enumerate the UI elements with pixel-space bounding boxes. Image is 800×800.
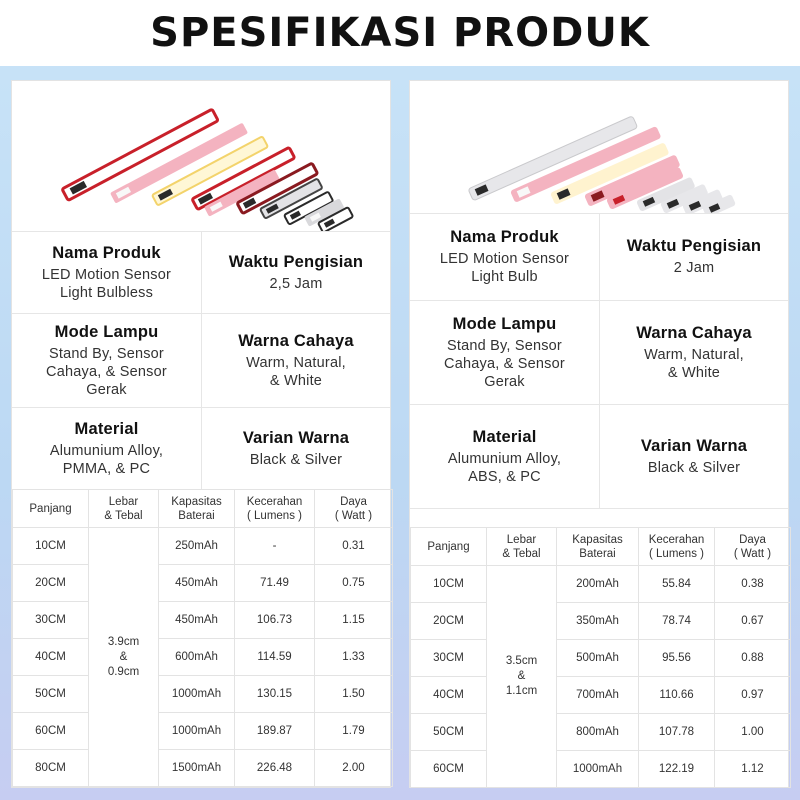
table-row <box>411 714 791 751</box>
cell-length: 50CM <box>411 714 487 751</box>
spec-lamp-mode <box>410 301 599 404</box>
spec-value: Stand By, Sensor Cahaya, & Sensor Gerak <box>46 345 167 398</box>
cell-brightness: 78.74 <box>639 603 715 640</box>
column-header-brightness: Kecerahan ( Lumens ) <box>235 490 315 528</box>
cell-brightness: 55.84 <box>639 566 715 603</box>
cell-power: 1.15 <box>315 602 393 639</box>
spec-row <box>12 408 390 490</box>
cell-battery: 700mAh <box>557 677 639 714</box>
cell-power: 1.79 <box>315 713 393 750</box>
spec-color-variant <box>599 405 788 508</box>
cell-battery: 450mAh <box>159 602 235 639</box>
cell-power: 1.50 <box>315 676 393 713</box>
spec-value: Warm, Natural, & White <box>644 346 744 381</box>
spec-material <box>12 408 201 489</box>
column-header-power: Daya ( Watt ) <box>315 490 393 528</box>
spec-row <box>12 232 390 314</box>
cell-brightness: 71.49 <box>235 565 315 602</box>
cell-power: 0.88 <box>715 640 791 677</box>
cell-length: 40CM <box>13 639 89 676</box>
table-row <box>411 677 791 714</box>
table-row <box>13 639 393 676</box>
table-row <box>13 528 393 565</box>
cell-battery: 1000mAh <box>159 713 235 750</box>
spec-product-name <box>410 214 599 300</box>
product-panel-bulb <box>409 80 789 788</box>
spec-value: Black & Silver <box>647 459 741 476</box>
table-header-row <box>411 528 791 566</box>
spec-row <box>410 301 788 405</box>
cell-battery: 600mAh <box>159 639 235 676</box>
table-row <box>411 566 791 603</box>
cell-length: 20CM <box>13 565 89 602</box>
spec-value: Stand By, Sensor Cahaya, & Sensor Gerak <box>444 337 565 390</box>
cell-length: 10CM <box>13 528 89 565</box>
cell-battery: 450mAh <box>159 565 235 602</box>
cell-battery: 250mAh <box>159 528 235 565</box>
cell-length: 30CM <box>411 640 487 677</box>
spec-title: Mode Lampu <box>54 322 159 341</box>
cell-brightness: 107.78 <box>639 714 715 751</box>
cell-power: 0.67 <box>715 603 791 640</box>
cell-length: 60CM <box>411 751 487 788</box>
cell-power: 2.00 <box>315 750 393 787</box>
spec-title: Material <box>74 419 139 438</box>
cell-length: 50CM <box>13 676 89 713</box>
cell-brightness: 122.19 <box>639 751 715 788</box>
cell-brightness: 95.56 <box>639 640 715 677</box>
spec-material <box>410 405 599 508</box>
cell-battery: 350mAh <box>557 603 639 640</box>
column-header-width-thickness: Lebar & Tebal <box>487 528 557 566</box>
spec-title: Warna Cahaya <box>636 323 752 342</box>
table-row <box>13 713 393 750</box>
cell-brightness: 130.15 <box>235 676 315 713</box>
spec-title: Mode Lampu <box>452 314 557 333</box>
spec-value: 2 Jam <box>673 260 715 276</box>
cell-power: 1.33 <box>315 639 393 676</box>
column-header-battery-capacity: Kapasitas Baterai <box>557 528 639 566</box>
spec-title: Waktu Pengisian <box>626 237 762 255</box>
column-header-length: Panjang <box>411 528 487 566</box>
cell-battery: 500mAh <box>557 640 639 677</box>
cell-power: 1.00 <box>715 714 791 751</box>
spec-value: LED Motion Sensor Light Bulbless <box>41 266 172 301</box>
product-panel-bulbless <box>11 80 391 788</box>
cell-battery: 200mAh <box>557 566 639 603</box>
column-header-battery-capacity: Kapasitas Baterai <box>159 490 235 528</box>
spec-value: Alumunium Alloy, ABS, & PC <box>447 450 562 485</box>
cell-brightness: 114.59 <box>235 639 315 676</box>
spec-title: Nama Produk <box>450 228 559 246</box>
cell-length: 10CM <box>411 566 487 603</box>
spec-row <box>410 214 788 301</box>
spec-value: Black & Silver <box>249 451 343 468</box>
led-light-bulb-bars-silver-icon <box>410 81 788 213</box>
spec-light-color <box>201 314 390 407</box>
cell-brightness: 110.66 <box>639 677 715 714</box>
cell-battery: 1500mAh <box>159 750 235 787</box>
spec-lamp-mode <box>12 314 201 407</box>
cell-width-thickness: 3.5cm & 1.1cm <box>487 566 557 788</box>
cell-length: 30CM <box>13 602 89 639</box>
size-table <box>410 527 791 788</box>
spec-value: LED Motion Sensor Light Bulb <box>439 251 570 285</box>
column-header-length: Panjang <box>13 490 89 528</box>
cell-brightness: - <box>235 528 315 565</box>
cell-power: 1.12 <box>715 751 791 788</box>
cell-power: 0.97 <box>715 677 791 714</box>
led-light-bars-black-and-silver-icon <box>12 81 390 231</box>
spec-light-color <box>599 301 788 404</box>
spec-title: Waktu Pengisian <box>228 252 364 271</box>
page-header <box>0 0 800 66</box>
cell-power: 0.38 <box>715 566 791 603</box>
column-header-power: Daya ( Watt ) <box>715 528 791 566</box>
spec-grid <box>410 213 788 509</box>
spec-title: Nama Produk <box>52 243 161 262</box>
spec-value: 2,5 Jam <box>269 275 323 292</box>
table-row <box>411 751 791 788</box>
column-header-brightness: Kecerahan ( Lumens ) <box>639 528 715 566</box>
spec-title: Warna Cahaya <box>238 331 354 350</box>
size-table <box>12 489 393 787</box>
spec-color-variant <box>201 408 390 489</box>
spec-row <box>12 314 390 408</box>
cell-brightness: 106.73 <box>235 602 315 639</box>
cell-battery: 800mAh <box>557 714 639 751</box>
table-row <box>13 602 393 639</box>
spec-charging-time <box>599 214 788 300</box>
column-header-width-thickness: Lebar & Tebal <box>89 490 159 528</box>
cell-power: 0.75 <box>315 565 393 602</box>
table-row <box>411 603 791 640</box>
cell-brightness: 226.48 <box>235 750 315 787</box>
table-row <box>13 676 393 713</box>
table-header-row <box>13 490 393 528</box>
spec-title: Varian Warna <box>242 428 350 447</box>
cell-length: 80CM <box>13 750 89 787</box>
spec-row <box>410 405 788 509</box>
cell-battery: 1000mAh <box>159 676 235 713</box>
cell-length: 20CM <box>411 603 487 640</box>
cell-brightness: 189.87 <box>235 713 315 750</box>
spec-value: Warm, Natural, & White <box>246 354 346 389</box>
cell-width-thickness: 3.9cm & 0.9cm <box>89 528 159 787</box>
spec-grid <box>12 231 390 490</box>
table-row <box>411 640 791 677</box>
spec-charging-time <box>201 232 390 313</box>
spec-title: Varian Warna <box>640 436 748 455</box>
cell-battery: 1000mAh <box>557 751 639 788</box>
page-title: SPESIFIKASI PRODUK <box>150 10 650 56</box>
spec-product-name <box>12 232 201 313</box>
spec-value: Alumunium Alloy, PMMA, & PC <box>49 442 164 477</box>
spec-title: Material <box>472 427 537 446</box>
cell-length: 60CM <box>13 713 89 750</box>
cell-length: 40CM <box>411 677 487 714</box>
table-row <box>13 750 393 787</box>
cell-power: 0.31 <box>315 528 393 565</box>
table-row <box>13 565 393 602</box>
